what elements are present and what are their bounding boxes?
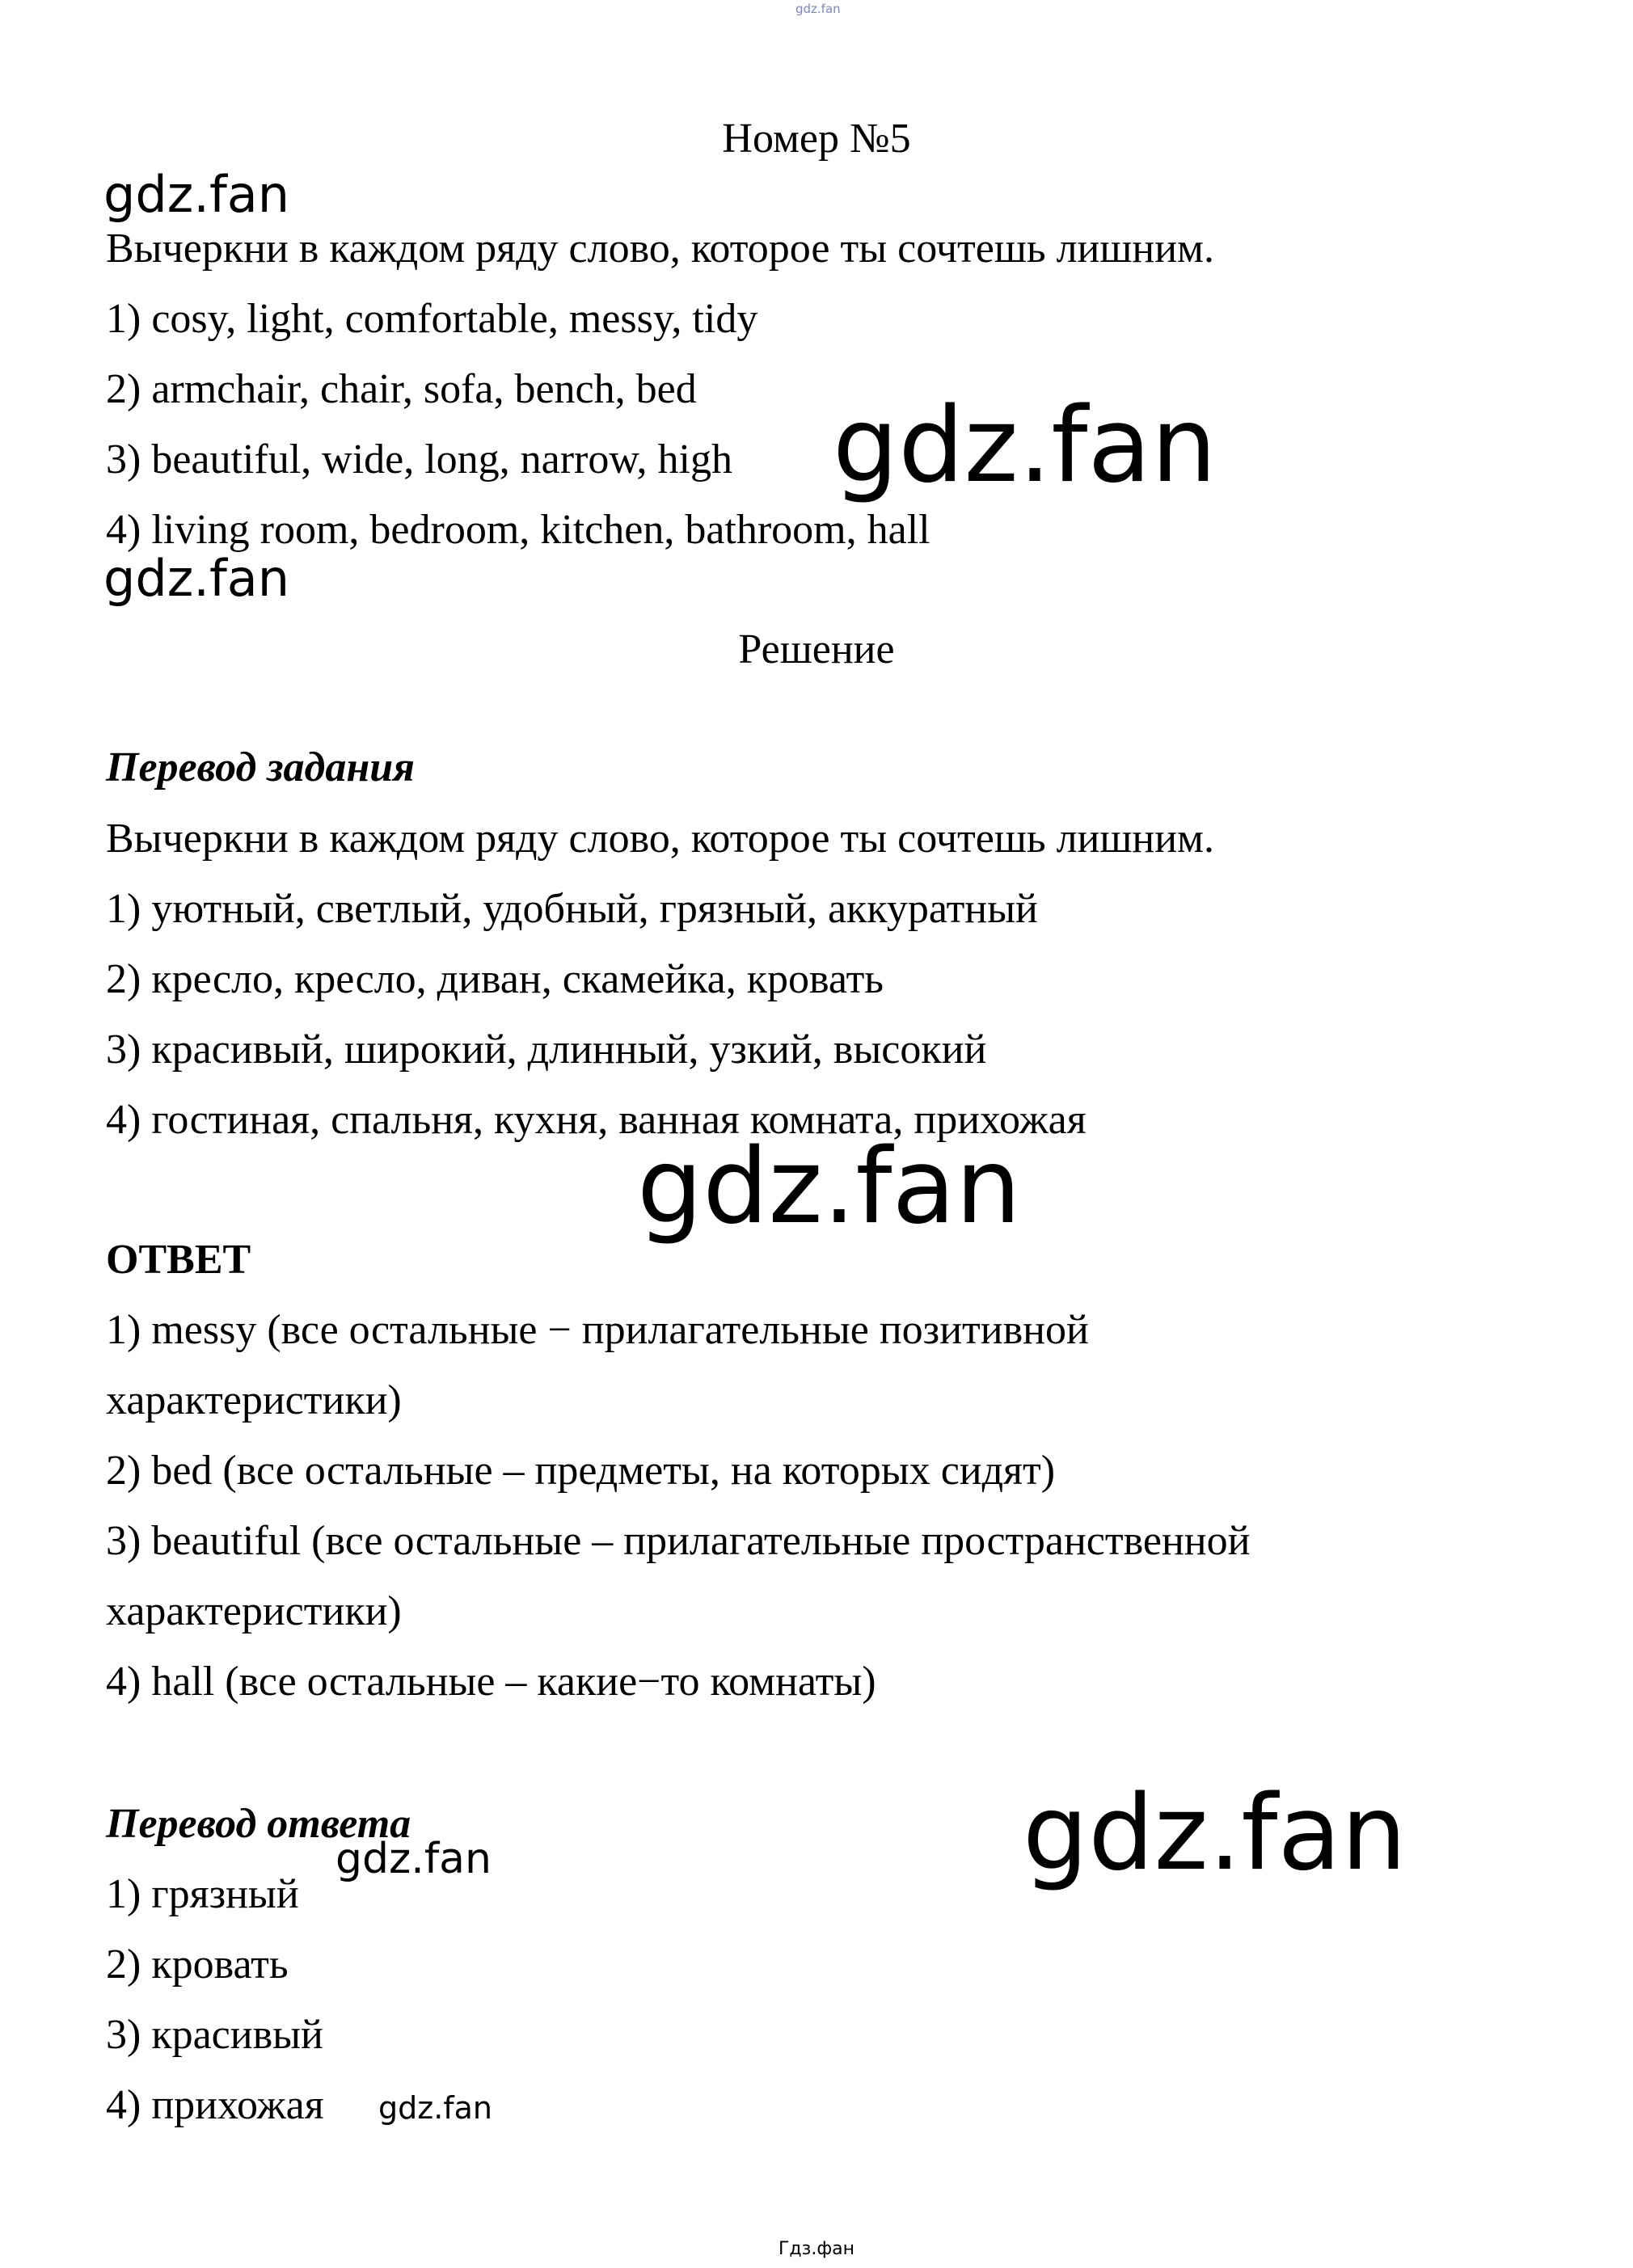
watermark: gdz.fan — [335, 1835, 492, 1883]
solution-label: Решение — [738, 626, 895, 672]
watermark: gdz.fan — [833, 386, 1217, 506]
watermark: gdz.fan — [378, 2090, 493, 2126]
watermark: gdz.fan — [103, 549, 290, 608]
answer-line: 1) messy (все остальные − прилагательные позитивной — [106, 1307, 1089, 1353]
answer-translation-heading: Перевод ответа — [106, 1801, 411, 1847]
answer-heading: ОТВЕТ — [106, 1237, 251, 1283]
answer-line: 2) bed (все остальные – предметы, на которых сидят) — [106, 1448, 1056, 1494]
answer-translation-row: 3) красивый — [106, 2012, 323, 2058]
answer-translation-row: 1) грязный — [106, 1871, 299, 1917]
task-instruction: Вычеркни в каждом ряду слово, которое ты сочтешь лишним. — [106, 226, 1214, 272]
translation-instruction: Вычеркни в каждом ряду слово, которое ты сочтешь лишним. — [106, 816, 1214, 862]
page-title: Номер №5 — [722, 116, 911, 162]
translation-row: 4) гостиная, спальня, кухня, ванная комната, прихожая — [106, 1097, 1087, 1143]
answer-translation-row: 4) прихожая — [106, 2082, 324, 2128]
bottom-watermark: Гдз.фан — [779, 2239, 854, 2259]
task-row: 2) armchair, chair, sofa, bench, bed — [106, 366, 697, 412]
task-row: 4) living room, bedroom, kitchen, bathroom, hall — [106, 507, 930, 553]
task-row: 3) beautiful, wide, long, narrow, high — [106, 436, 732, 483]
translation-row: 2) кресло, кресло, диван, скамейка, кровать — [106, 956, 884, 1002]
top-watermark: gdz.fan — [795, 2, 841, 16]
translation-row: 3) красивый, широкий, длинный, узкий, высокий — [106, 1027, 987, 1073]
watermark: gdz.fan — [1023, 1773, 1407, 1894]
answer-line: характеристики) — [106, 1588, 402, 1634]
watermark: gdz.fan — [103, 165, 290, 224]
answer-line: 3) beautiful (все остальные – прилагательные пространственной — [106, 1518, 1251, 1564]
answer-line: 4) hall (все остальные – какие−то комнаты) — [106, 1659, 876, 1705]
answer-translation-row: 2) кровать — [106, 1941, 289, 1988]
task-row: 1) cosy, light, comfortable, messy, tidy — [106, 296, 758, 342]
translation-heading: Перевод задания — [106, 744, 415, 790]
translation-row: 1) уютный, светлый, удобный, грязный, аккуратный — [106, 886, 1038, 932]
answer-line: характеристики) — [106, 1377, 402, 1423]
watermark: gdz.fan — [637, 1127, 1021, 1247]
